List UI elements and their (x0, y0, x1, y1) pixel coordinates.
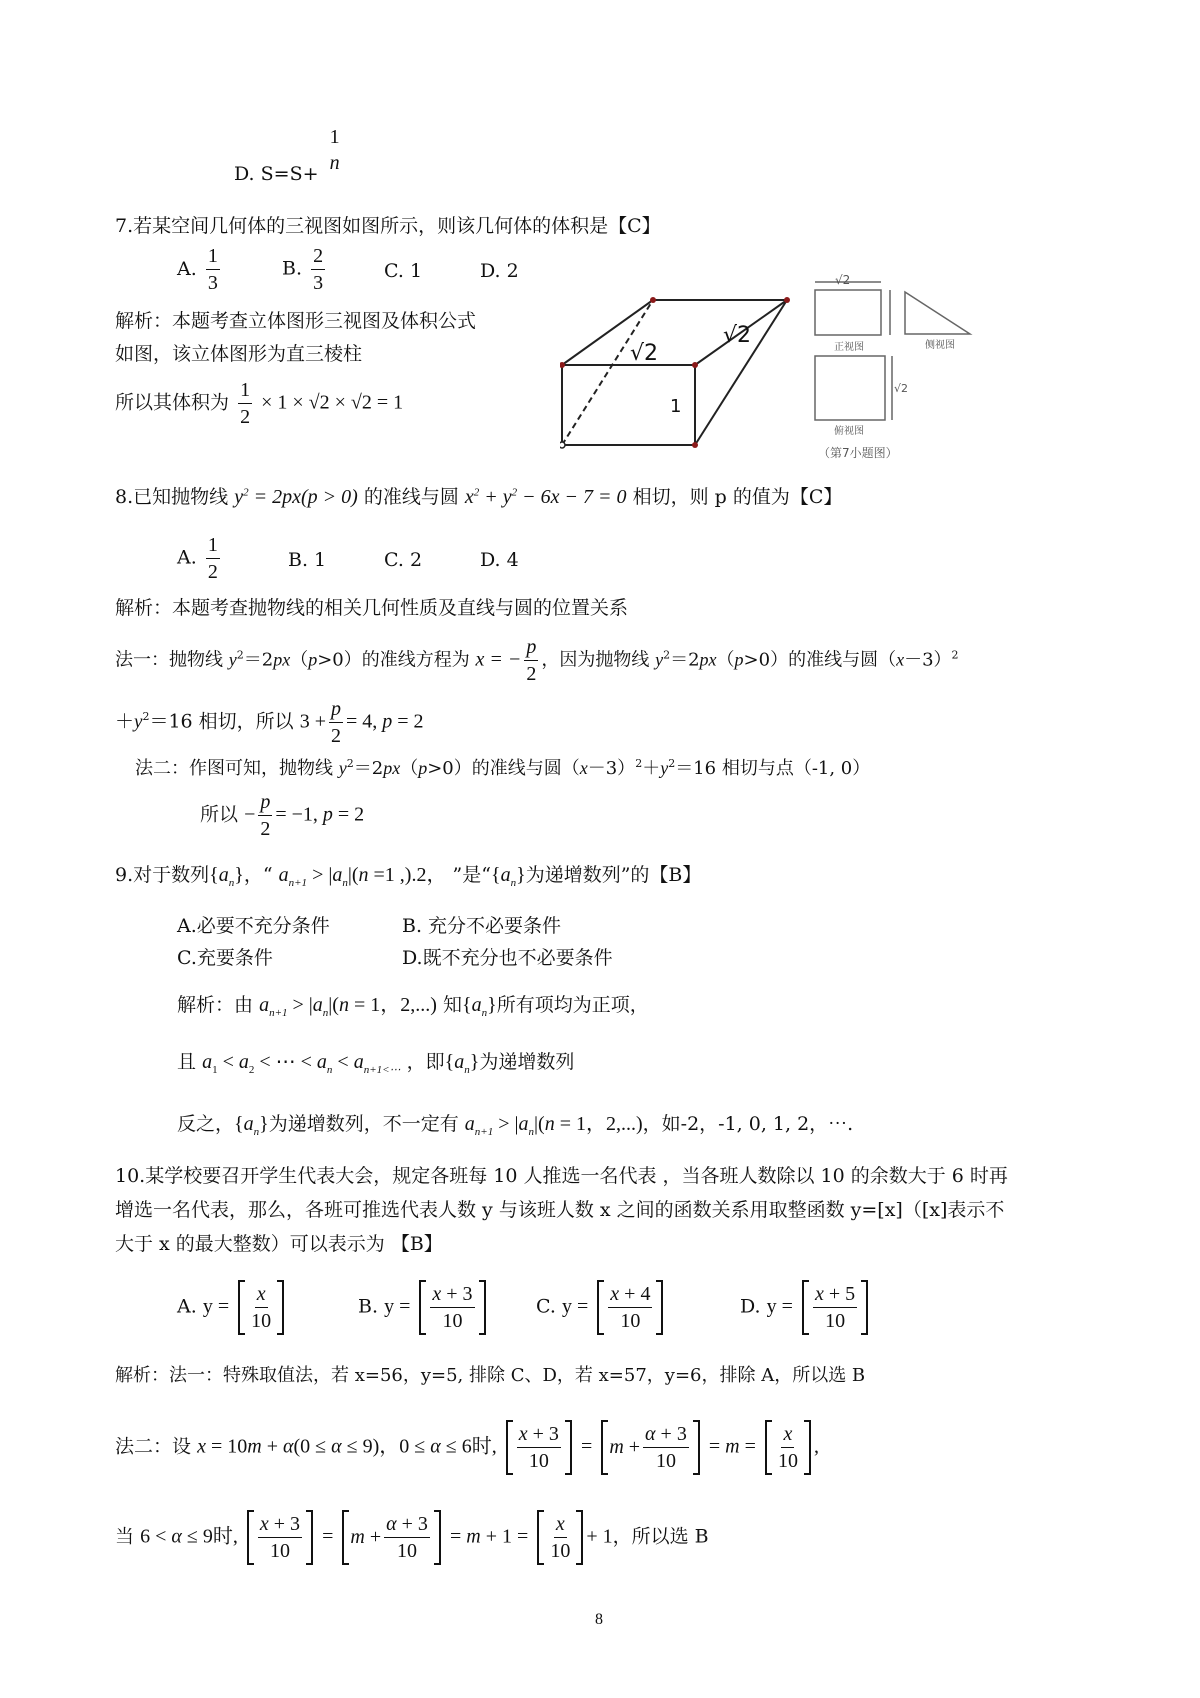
q8-option-c: C. 2 (384, 549, 423, 571)
q7-prism-figure (560, 290, 800, 460)
q8-option-a: A. $\frac{1}{2}$ (177, 534, 218, 583)
q7-fig-label-sqrt2-b: √2 (723, 323, 752, 348)
q7-option-d: D. 2 (480, 260, 519, 282)
q6-option-d (234, 125, 345, 185)
q10-option-c: C. y = $\frac{x + 4}{10}$ (536, 1280, 666, 1335)
q10-option-d: D. y = $\frac{x + 5}{10}$ (740, 1280, 871, 1335)
q10-option-b: B. y = $\frac{x + 3}{10}$ (358, 1280, 489, 1335)
q7-view-caption: （第7小题图） (818, 446, 898, 460)
q8-method-1-line-1: 法一：抛物线 $y^2=2px(p>0)$的准线方程为 x = − $\frac{p}{2}$ ，因为抛物线 $y^2=2px(p>0)$的准线与圆$(x-3)^2$ (115, 636, 959, 685)
q8-method-2-line-2: 所以 − $\frac{p}{2}$ = −1, p = 2 (200, 791, 365, 840)
q7-option-c: C. 1 (384, 260, 423, 282)
q7-option-a: A. $\frac{1}{3}$ (177, 245, 218, 294)
q10-method-1: 解析：法一：特殊取值法，若 x=56，y=5, 排除 C、D，若 x=57，y=6，排除 A，所以选 B (115, 1365, 866, 1386)
q6-option-d-label: D. S=S+ (234, 163, 319, 185)
q7-view-dim-side: √2 (894, 382, 909, 395)
q7-fig-label-1: 1 (670, 396, 682, 417)
q9-analysis-3: 反之，$\{a_n\}$为递增数列，不一定有 $a_{n+1} > |a_n|(n = 1$，2,...)，如-2，-1, 0, 1, 2，⋯. (177, 1113, 854, 1138)
q7-view-top-label: 俯视图 (834, 426, 864, 437)
q7-stem: 7.若某空间几何体的三视图如图所示，则该几何体的体积是【C】 (115, 215, 661, 237)
q8-option-d: D. 4 (480, 549, 519, 571)
q7-view-side-label: 侧视图 (925, 340, 955, 351)
q8-stem: 8.已知抛物线 $y^2 = 2px(p > 0)$ 的准线与圆 $x^2 + y^2 - 6x - 7 = 0$ 相切，则 p 的值为【C】 (115, 486, 843, 508)
q7-option-b: B. $\frac{2}{3}$ (282, 245, 324, 294)
q10-stem-line-2: 增选一名代表，那么，各班可推选代表人数 y 与该班人数 x 之间的函数关系用取整函数 y=[x]（[x]表示不 (115, 1199, 1005, 1221)
q7-three-views (810, 272, 990, 467)
q10-option-a: A. y = $\frac{x}{10}$ (177, 1280, 287, 1335)
page-number: 8 (595, 1611, 603, 1628)
q7-analysis-3: 所以其体积为 $\frac{1}{2}$ × 1 × √2 × √2 = 1 (115, 379, 404, 428)
q8-analysis: 解析：本题考查抛物线的相关几何性质及直线与圆的位置关系 (115, 597, 629, 619)
q7-analysis-2: 如图，该立体图形为直三棱柱 (115, 343, 363, 365)
q9-option-d: D.既不充分也不必要条件 (402, 947, 613, 969)
q9-stem: 9.对于数列$\{a_n\}$，“ $a_{n+1} > |a_n|(n =1$ ,).2， ”是“$\{a_n\}$为递增数列”的【B】 (115, 864, 702, 889)
q6-option-d-fraction: 1 n (329, 126, 340, 174)
q9-analysis-1: 解析：由 $a_{n+1} > |a_n|(n = 1$，2,...) 知$\{a_n\}$所有项均为正项， (177, 994, 649, 1019)
q8-method-2-line-1: 法二：作图可知，抛物线 $y^2=2px(p>0)$的准线与圆$(x-3)^2+y^2=16$ 相切与点（-1, 0） (135, 757, 871, 779)
q10-method-2: 法二：设 x = 10m + α(0 ≤ α ≤ 9)，0 ≤ α ≤ 6时, $\frac{x + 3}{10}$ = m + $\frac{\alpha + 3}{10}$ = m = $\frac{x}{10}$ , (115, 1420, 819, 1475)
q8-option-b: B. 1 (288, 549, 327, 571)
q7-view-dim-top: √2 (835, 273, 851, 287)
q10-method-3: 当 6 < α ≤ 9时, $\frac{x + 3}{10}$ = m + $\frac{\alpha + 3}{10}$ = m + 1 = $\frac{x}{10}$ + 1，所以选 B (115, 1510, 709, 1565)
q9-option-a: A.必要不充分条件 (177, 915, 330, 937)
q10-stem-line-1: 10.某学校要召开学生代表大会，规定各班每 10 人推选一名代表 ，当各班人数除以 10 的余数大于 6 时再 (115, 1165, 1008, 1187)
q7-view-front-label: 正视图 (834, 342, 864, 353)
q9-analysis-2: 且 $a_1 < a_2$ < ⋯ < $a_n < a_{n+1<\cdots}$ ，即$\{a_n\}$为递增数列 (177, 1051, 575, 1076)
q10-stem-line-3: 大于 x 的最大整数）可以表示为 【B】 (115, 1233, 443, 1255)
q9-option-c: C.充要条件 (177, 947, 273, 969)
q7-analysis-1: 解析：本题考查立体图形三视图及体积公式 (115, 310, 477, 332)
q8-method-1-line-2: $+y^2=16$ 相切，所以 3 + $\frac{p}{2}$ = 4, p = 2 (115, 698, 424, 747)
q7-fig-label-sqrt2-a: √2 (630, 341, 659, 366)
q9-option-b: B. 充分不必要条件 (402, 915, 562, 937)
